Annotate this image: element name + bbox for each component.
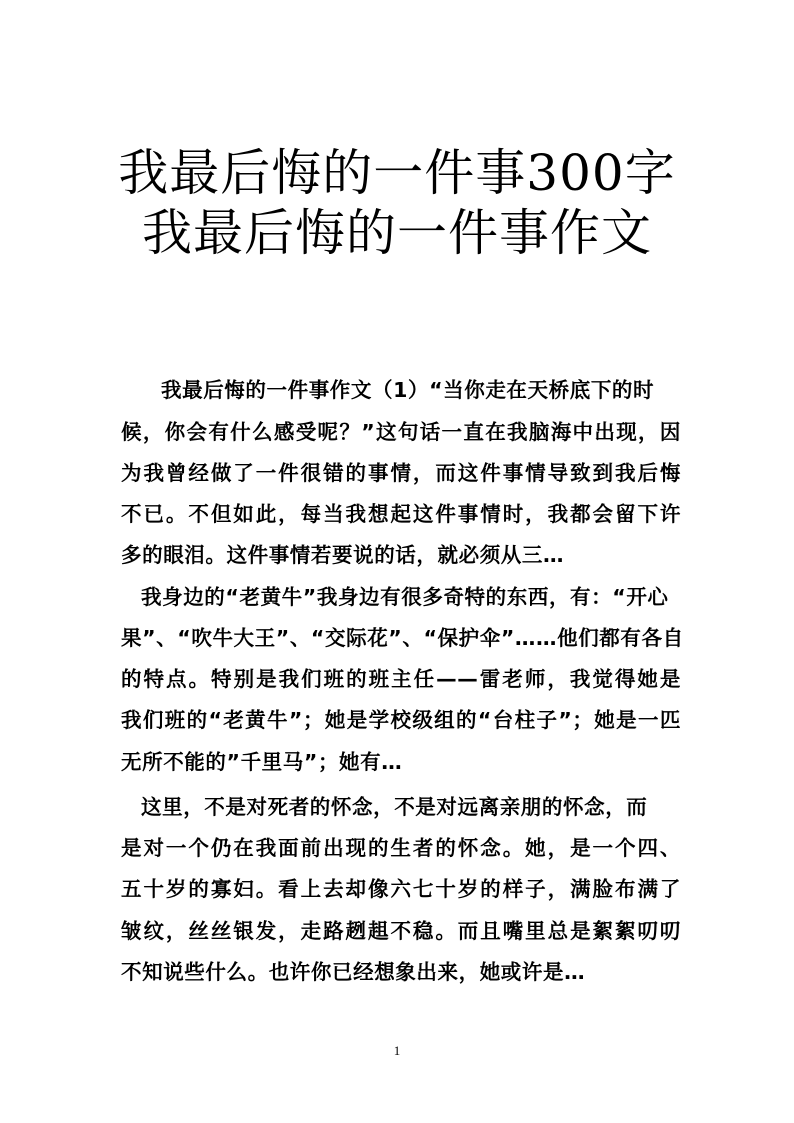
paragraph-2-line-4: 我们班的“老黄牛”；她是学校级组的“台柱子”；她是一匹 [121, 708, 681, 732]
paragraph-3-line-4: 皱纹，丝丝银发，走路趔趄不稳。而且嘴里总是絮絮叨叨 [121, 919, 681, 943]
paragraph-3-line-3: 五十岁的寡妇。看上去却像六七十岁的样子，满脸布满了 [121, 877, 681, 901]
page-number: 1 [393, 1043, 401, 1058]
paragraph-1-line-1: 我最后悔的一件事作文（1）“当你走在天桥底下的时 [161, 378, 655, 402]
paragraph-2-line-1: 我身边的“老黄牛”我身边有很多奇特的东西，有：“开心 [141, 585, 669, 609]
paragraph-1-line-5: 多的眼泪。这件事情若要说的话，就必须从三… [121, 543, 565, 567]
document-title-line-1: 我最后悔的一件事300字 [118, 144, 676, 202]
paragraph-3-line-1: 这里，不是对死者的怀念，不是对远离亲朋的怀念，而 [141, 795, 648, 819]
paragraph-2-line-2: 果”、“吹牛大王”、“交际花”、“保护伞”……他们都有各自 [121, 626, 684, 650]
paragraph-3-line-5: 不知说些什么。也许你已经想象出来，她或许是… [121, 960, 586, 984]
paragraph-1-line-3: 为我曾经做了一件很错的事情，而这件事情导致到我后悔 [121, 461, 681, 485]
paragraph-3-line-2: 是对一个仍在我面前出现的生者的怀念。她，是一个四、 [121, 836, 681, 860]
document-title-line-2: 我最后悔的一件事作文 [142, 204, 652, 262]
paragraph-2-line-3: 的特点。特别是我们班的班主任——雷老师，我觉得她是 [121, 667, 681, 691]
paragraph-1-line-4: 不已。不但如此，每当我想起这件事情时，我都会留下许 [121, 502, 681, 526]
paragraph-2-line-5: 无所不能的”千里马”；她有… [121, 750, 403, 774]
paragraph-1-line-2: 候，你会有什么感受呢？”这句话一直在我脑海中出现，因 [121, 420, 681, 444]
